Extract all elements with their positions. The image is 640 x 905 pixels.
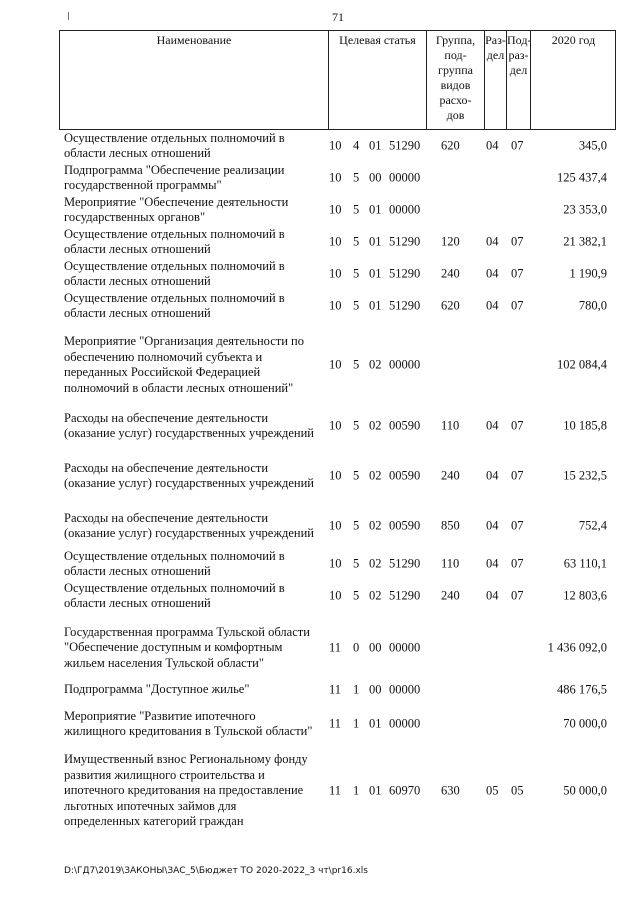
- table-row: [0, 750, 640, 832]
- cell-vr: 620: [441, 138, 460, 153]
- cell-c4: 00000: [389, 357, 421, 372]
- cell-sum: 102 084,4: [557, 357, 607, 372]
- cell-sum: 1 190,9: [569, 266, 607, 281]
- cell-pr: 05: [511, 783, 524, 798]
- row-name-line: жильем населения Тульской области": [64, 655, 264, 670]
- cell-pr: 07: [511, 234, 524, 249]
- cell-sum: 1 436 092,0: [547, 640, 607, 655]
- table-row: [0, 548, 640, 580]
- cell-sum: 125 437,4: [557, 170, 607, 185]
- cell-vr: 110: [441, 556, 460, 571]
- cell-sum: 15 232,5: [563, 468, 607, 483]
- table-row: [0, 678, 640, 702]
- cell-c2: 1: [353, 716, 360, 731]
- cell-c3: 01: [369, 783, 382, 798]
- row-name-line: области лесных отношений: [64, 274, 211, 288]
- row-name-line: Подпрограмма "Обеспечение реализации: [64, 162, 285, 177]
- cell-c3: 02: [369, 518, 382, 533]
- cell-c3: 02: [369, 357, 382, 372]
- cell-rz: 04: [486, 518, 499, 533]
- page-number: 71: [332, 10, 344, 24]
- row-name: [64, 163, 326, 194]
- cell-c3: 01: [369, 202, 382, 217]
- row-name-line: "Обеспечение доступным и комфортным: [64, 640, 283, 655]
- cell-c4: 00590: [389, 518, 421, 533]
- cell-c4: 51290: [389, 266, 421, 281]
- cell-c3: 01: [369, 298, 382, 313]
- header-podrazdel: Под- раз- дел: [506, 31, 530, 129]
- row-name-line: области лесных отношений: [64, 146, 211, 160]
- row-name-line: (оказание услуг) государственных учреждений: [64, 476, 314, 490]
- cell-sum: 486 176,5: [557, 682, 607, 697]
- cell-c1: 10: [329, 298, 342, 313]
- table-row: [0, 708, 640, 740]
- cell-sum: 50 000,0: [563, 783, 607, 798]
- row-name-line: Расходы на обеспечение деятельности: [64, 510, 269, 525]
- cell-c1: 10: [329, 234, 342, 249]
- cell-c2: 5: [353, 518, 360, 533]
- cell-c2: 1: [353, 682, 360, 697]
- header-razdel: Раз- дел: [484, 31, 506, 129]
- cell-vr: 850: [441, 518, 460, 533]
- cell-pr: 07: [511, 468, 524, 483]
- cell-vr: 110: [441, 418, 460, 433]
- row-name-line: Мероприятие "Обеспечение деятельности: [64, 194, 289, 209]
- row-name-line: области лесных отношений: [64, 596, 211, 610]
- cell-rz: 04: [486, 418, 499, 433]
- row-name: [64, 511, 326, 542]
- cell-rz: 04: [486, 298, 499, 313]
- cell-c3: 02: [369, 418, 382, 433]
- row-name-line: обеспечению полномочий субъекта и: [64, 349, 263, 364]
- cell-c2: 4: [353, 138, 360, 153]
- table-row: [0, 624, 640, 672]
- cell-c2: 5: [353, 556, 360, 571]
- row-name-line: льготных ипотечных займов для: [64, 798, 237, 813]
- cell-sum: 10 185,8: [563, 418, 607, 433]
- cell-vr: 120: [441, 234, 460, 249]
- cell-c1: 10: [329, 357, 342, 372]
- file-path: D:\ГД7\2019\ЗАКОНЫ\ЗАС_5\Бюджет ТО 2020-2022_3 чт\pr16.xls: [64, 866, 368, 876]
- table-header: [59, 30, 616, 130]
- header-name: Наименование: [156, 33, 232, 47]
- cell-vr: 240: [441, 266, 460, 281]
- cell-c1: 10: [329, 556, 342, 571]
- cell-c4: 00000: [389, 640, 421, 655]
- cell-c2: 5: [353, 468, 360, 483]
- row-name: [64, 709, 326, 740]
- cell-c1: 10: [329, 138, 342, 153]
- row-name: [64, 625, 326, 672]
- table-row: [0, 258, 640, 290]
- cell-c4: 60970: [389, 783, 421, 798]
- table-row: [0, 194, 640, 226]
- cell-vr: 240: [441, 588, 460, 603]
- row-name: [64, 411, 326, 442]
- row-name: [64, 581, 326, 612]
- row-name: [64, 334, 326, 396]
- row-name-line: Мероприятие "Организация деятельности по: [64, 334, 304, 348]
- cell-pr: 07: [511, 298, 524, 313]
- cell-c1: 10: [329, 266, 342, 281]
- cell-c4: 00000: [389, 170, 421, 185]
- cell-c3: 00: [369, 640, 382, 655]
- cell-c2: 1: [353, 783, 360, 798]
- row-name: [64, 682, 326, 698]
- cell-c4: 51290: [389, 298, 421, 313]
- cell-c3: 02: [369, 468, 382, 483]
- row-name-line: Расходы на обеспечение деятельности: [64, 460, 269, 475]
- cell-c2: 5: [353, 170, 360, 185]
- cell-c1: 10: [329, 170, 342, 185]
- row-name: [64, 549, 326, 580]
- cell-vr: 240: [441, 468, 460, 483]
- row-name-line: Осуществление отдельных полномочий в: [64, 580, 285, 595]
- cell-c3: 01: [369, 716, 382, 731]
- cell-rz: 04: [486, 588, 499, 603]
- cell-sum: 752,4: [578, 518, 607, 533]
- row-name: [64, 227, 326, 258]
- cell-c4: 00590: [389, 468, 421, 483]
- cell-c4: 00000: [389, 682, 421, 697]
- cell-c1: 11: [329, 783, 342, 798]
- row-name-line: ипотечного кредитования на предоставление: [64, 783, 304, 798]
- cell-c1: 10: [329, 518, 342, 533]
- cell-c3: 01: [369, 234, 382, 249]
- cell-c2: 5: [353, 298, 360, 313]
- row-name-line: государственной программы": [64, 178, 222, 192]
- row-name-line: Осуществление отдельных полномочий в: [64, 258, 285, 273]
- row-name: [64, 259, 326, 290]
- cell-c3: 00: [369, 170, 382, 185]
- row-name-line: Осуществление отдельных полномочий в: [64, 548, 285, 563]
- cell-c1: 11: [329, 640, 342, 655]
- cell-c3: 00: [369, 682, 382, 697]
- header-target: Целевая статья: [328, 31, 426, 129]
- cell-c1: 10: [329, 418, 342, 433]
- row-name-line: государственных органов": [64, 210, 206, 224]
- cell-pr: 07: [511, 588, 524, 603]
- table-row: [0, 130, 640, 162]
- cell-c4: 00000: [389, 716, 421, 731]
- row-name-line: Государственная программа Тульской области: [64, 624, 310, 639]
- table-row: [0, 330, 640, 400]
- row-name: [64, 752, 326, 830]
- cell-c4: 51290: [389, 556, 421, 571]
- cell-c2: 5: [353, 357, 360, 372]
- cell-c2: 5: [353, 234, 360, 249]
- cell-rz: 04: [486, 266, 499, 281]
- row-name-line: Осуществление отдельных полномочий в: [64, 226, 285, 241]
- cell-c2: 5: [353, 202, 360, 217]
- row-name-line: области лесных отношений: [64, 306, 211, 320]
- cell-c2: 5: [353, 418, 360, 433]
- row-name-line: Имущественный взнос Региональному фонду: [64, 752, 308, 767]
- cell-sum: 70 000,0: [563, 716, 607, 731]
- row-name-line: переданных Российской Федерацией: [64, 365, 261, 379]
- cell-sum: 12 803,6: [563, 588, 607, 603]
- cell-c1: 10: [329, 202, 342, 217]
- header-group: Группа, под- группа видов расхо- дов: [426, 31, 484, 129]
- cell-rz: 05: [486, 783, 499, 798]
- cell-sum: 21 382,1: [563, 234, 607, 249]
- cell-c3: 01: [369, 138, 382, 153]
- table-row: [0, 162, 640, 194]
- cell-c2: 5: [353, 588, 360, 603]
- cell-c3: 01: [369, 266, 382, 281]
- cell-sum: 23 353,0: [563, 202, 607, 217]
- cell-pr: 07: [511, 556, 524, 571]
- cell-pr: 07: [511, 418, 524, 433]
- cell-c1: 10: [329, 468, 342, 483]
- row-name-line: жилищного кредитования в Тульской области": [64, 724, 313, 738]
- cell-vr: 620: [441, 298, 460, 313]
- row-name: [64, 195, 326, 226]
- row-name-line: Подпрограмма "Доступное жилье": [64, 682, 250, 697]
- row-name-line: области лесных отношений: [64, 242, 211, 256]
- cell-pr: 07: [511, 138, 524, 153]
- table-row: [0, 510, 640, 542]
- cell-c4: 00000: [389, 202, 421, 217]
- table-row: [0, 460, 640, 492]
- cell-rz: 04: [486, 234, 499, 249]
- cell-pr: 07: [511, 518, 524, 533]
- cell-c4: 51290: [389, 234, 421, 249]
- row-name-line: определенных категорий граждан: [64, 814, 244, 829]
- table-row: [0, 580, 640, 612]
- table-row: [0, 410, 640, 442]
- cell-sum: 345,0: [578, 138, 607, 153]
- row-name-line: Осуществление отдельных полномочий в: [64, 290, 285, 305]
- cell-c4: 51290: [389, 138, 421, 153]
- header-year: 2020 год: [530, 31, 616, 129]
- cell-c3: 02: [369, 556, 382, 571]
- cell-c1: 11: [329, 716, 342, 731]
- row-name: [64, 461, 326, 492]
- cell-sum: 63 110,1: [563, 556, 607, 571]
- cell-vr: 630: [441, 783, 460, 798]
- cell-rz: 04: [486, 468, 499, 483]
- cell-c1: 10: [329, 588, 342, 603]
- row-name-line: полномочий в области лесных отношений": [64, 380, 294, 395]
- row-name-line: Осуществление отдельных полномочий в: [64, 130, 285, 145]
- row-name-line: развития жилищного строительства и: [64, 767, 265, 782]
- table-row: [0, 226, 640, 258]
- cell-rz: 04: [486, 138, 499, 153]
- cell-sum: 780,0: [578, 298, 607, 313]
- row-name-line: (оказание услуг) государственных учреждений: [64, 426, 314, 440]
- scan-mark: [68, 12, 69, 20]
- table-body: [0, 130, 640, 830]
- row-name: [64, 291, 326, 322]
- table-row: [0, 290, 640, 322]
- cell-pr: 07: [511, 266, 524, 281]
- cell-c2: 0: [353, 640, 360, 655]
- row-name-line: области лесных отношений: [64, 564, 211, 578]
- cell-c4: 51290: [389, 588, 421, 603]
- row-name-line: (оказание услуг) государственных учреждений: [64, 526, 314, 540]
- cell-c2: 5: [353, 266, 360, 281]
- row-name-line: Мероприятие "Развитие ипотечного: [64, 708, 256, 723]
- cell-c4: 00590: [389, 418, 421, 433]
- cell-rz: 04: [486, 556, 499, 571]
- row-name: [64, 131, 326, 162]
- row-name-line: Расходы на обеспечение деятельности: [64, 410, 269, 425]
- cell-c1: 11: [329, 682, 342, 697]
- cell-c3: 02: [369, 588, 382, 603]
